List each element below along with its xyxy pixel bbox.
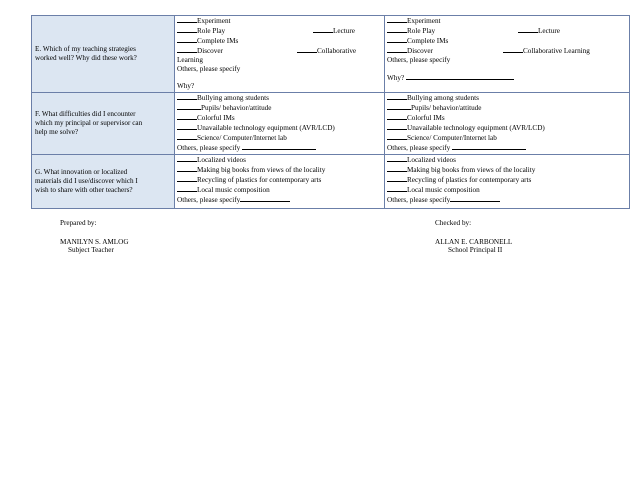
question-e-line1: E. Which of my teaching strategies: [35, 44, 136, 53]
option-collaborative-learning: Collaborative Learning: [523, 47, 590, 55]
option-unavailable-equipment: Unavailable technology equipment (AVR/LCD): [407, 124, 545, 132]
prepared-by-name: MANILYN S. AMLOG: [60, 238, 129, 246]
option-lecture: Lecture: [538, 27, 560, 35]
answer-f-col2: [385, 93, 630, 155]
option-recycling-plastics: Recycling of plastics for contemporary arts: [407, 176, 532, 184]
option-colorful-ims: Colorful IMs: [197, 114, 235, 122]
option-others: Others, please specify: [387, 144, 451, 152]
reflection-table: [31, 15, 630, 209]
option-big-books: Making big books from views of the locality: [407, 166, 536, 174]
option-others: Others, please specify: [177, 65, 241, 73]
option-discover: Discover: [407, 47, 433, 55]
answer-f-col1: [175, 93, 385, 155]
option-bullying: Bullying among students: [407, 94, 479, 102]
option-discover: Discover: [197, 47, 223, 55]
answer-e-col2: [385, 16, 630, 93]
prepared-by-title: Subject Teacher: [68, 246, 114, 254]
option-pupils-behavior: Pupils/ behavior/attitude: [411, 104, 482, 112]
option-lecture: Lecture: [333, 27, 355, 35]
why-label: Why?: [177, 82, 195, 90]
option-pupils-behavior: Pupils/ behavior/attitude: [201, 104, 272, 112]
option-learning: Learning: [177, 56, 203, 64]
option-collaborative: Collaborative: [317, 47, 357, 55]
checked-by-label: Checked by:: [435, 219, 472, 227]
checked-by-name: ALLAN E. CARBONELL: [435, 238, 513, 246]
option-experiment: Experiment: [197, 17, 231, 25]
option-colorful-ims: Colorful IMs: [407, 114, 445, 122]
answer-g-col2: [385, 155, 630, 209]
option-others: Others, please specify: [177, 144, 241, 152]
question-e-line2: worked well? Why did these work?: [35, 54, 137, 62]
question-f-line2: which my principal or supervisor can: [35, 118, 143, 127]
question-e: [32, 16, 175, 93]
option-science-lab: Science/ Computer/Internet lab: [197, 134, 287, 142]
option-bullying: Bullying among students: [197, 94, 269, 102]
option-unavailable-equipment: Unavailable technology equipment (AVR/LCD): [197, 124, 335, 132]
option-others: Others, please specify: [387, 196, 451, 204]
option-experiment: Experiment: [407, 17, 441, 25]
question-g-line2: materials did I use/discover which I: [35, 176, 138, 185]
option-localized-videos: Localized videos: [197, 156, 246, 164]
option-role-play: Role Play: [407, 27, 436, 35]
question-f-line1: F. What difficulties did I encounter: [35, 109, 136, 118]
option-complete-ims: Complete IMs: [407, 37, 449, 45]
question-g: [32, 155, 175, 209]
why-label: Why?: [387, 74, 405, 82]
prepared-by-label: Prepared by:: [60, 219, 97, 227]
option-others: Others, please specify: [387, 56, 451, 64]
option-recycling-plastics: Recycling of plastics for contemporary arts: [197, 176, 322, 184]
option-science-lab: Science/ Computer/Internet lab: [407, 134, 497, 142]
question-f-line3: help me solve?: [35, 128, 79, 137]
row-g: [32, 155, 630, 209]
question-g-line3: wish to share with other teachers?: [35, 186, 133, 195]
answer-g-col1: [175, 155, 385, 209]
option-localized-videos: Localized videos: [407, 156, 456, 164]
option-local-music: Local music composition: [197, 186, 270, 194]
option-role-play: Role Play: [197, 27, 226, 35]
option-big-books: Making big books from views of the locality: [197, 166, 326, 174]
question-g-line1: G. What innovation or localized: [35, 167, 128, 176]
option-complete-ims: Complete IMs: [197, 37, 239, 45]
answer-e-col1: [175, 16, 385, 93]
option-local-music: Local music composition: [407, 186, 480, 194]
row-f: [32, 93, 630, 155]
question-f: [32, 93, 175, 155]
option-others: Others, please specify: [177, 196, 241, 204]
checked-by-title: School Principal II: [448, 246, 503, 254]
row-e: [32, 16, 630, 93]
